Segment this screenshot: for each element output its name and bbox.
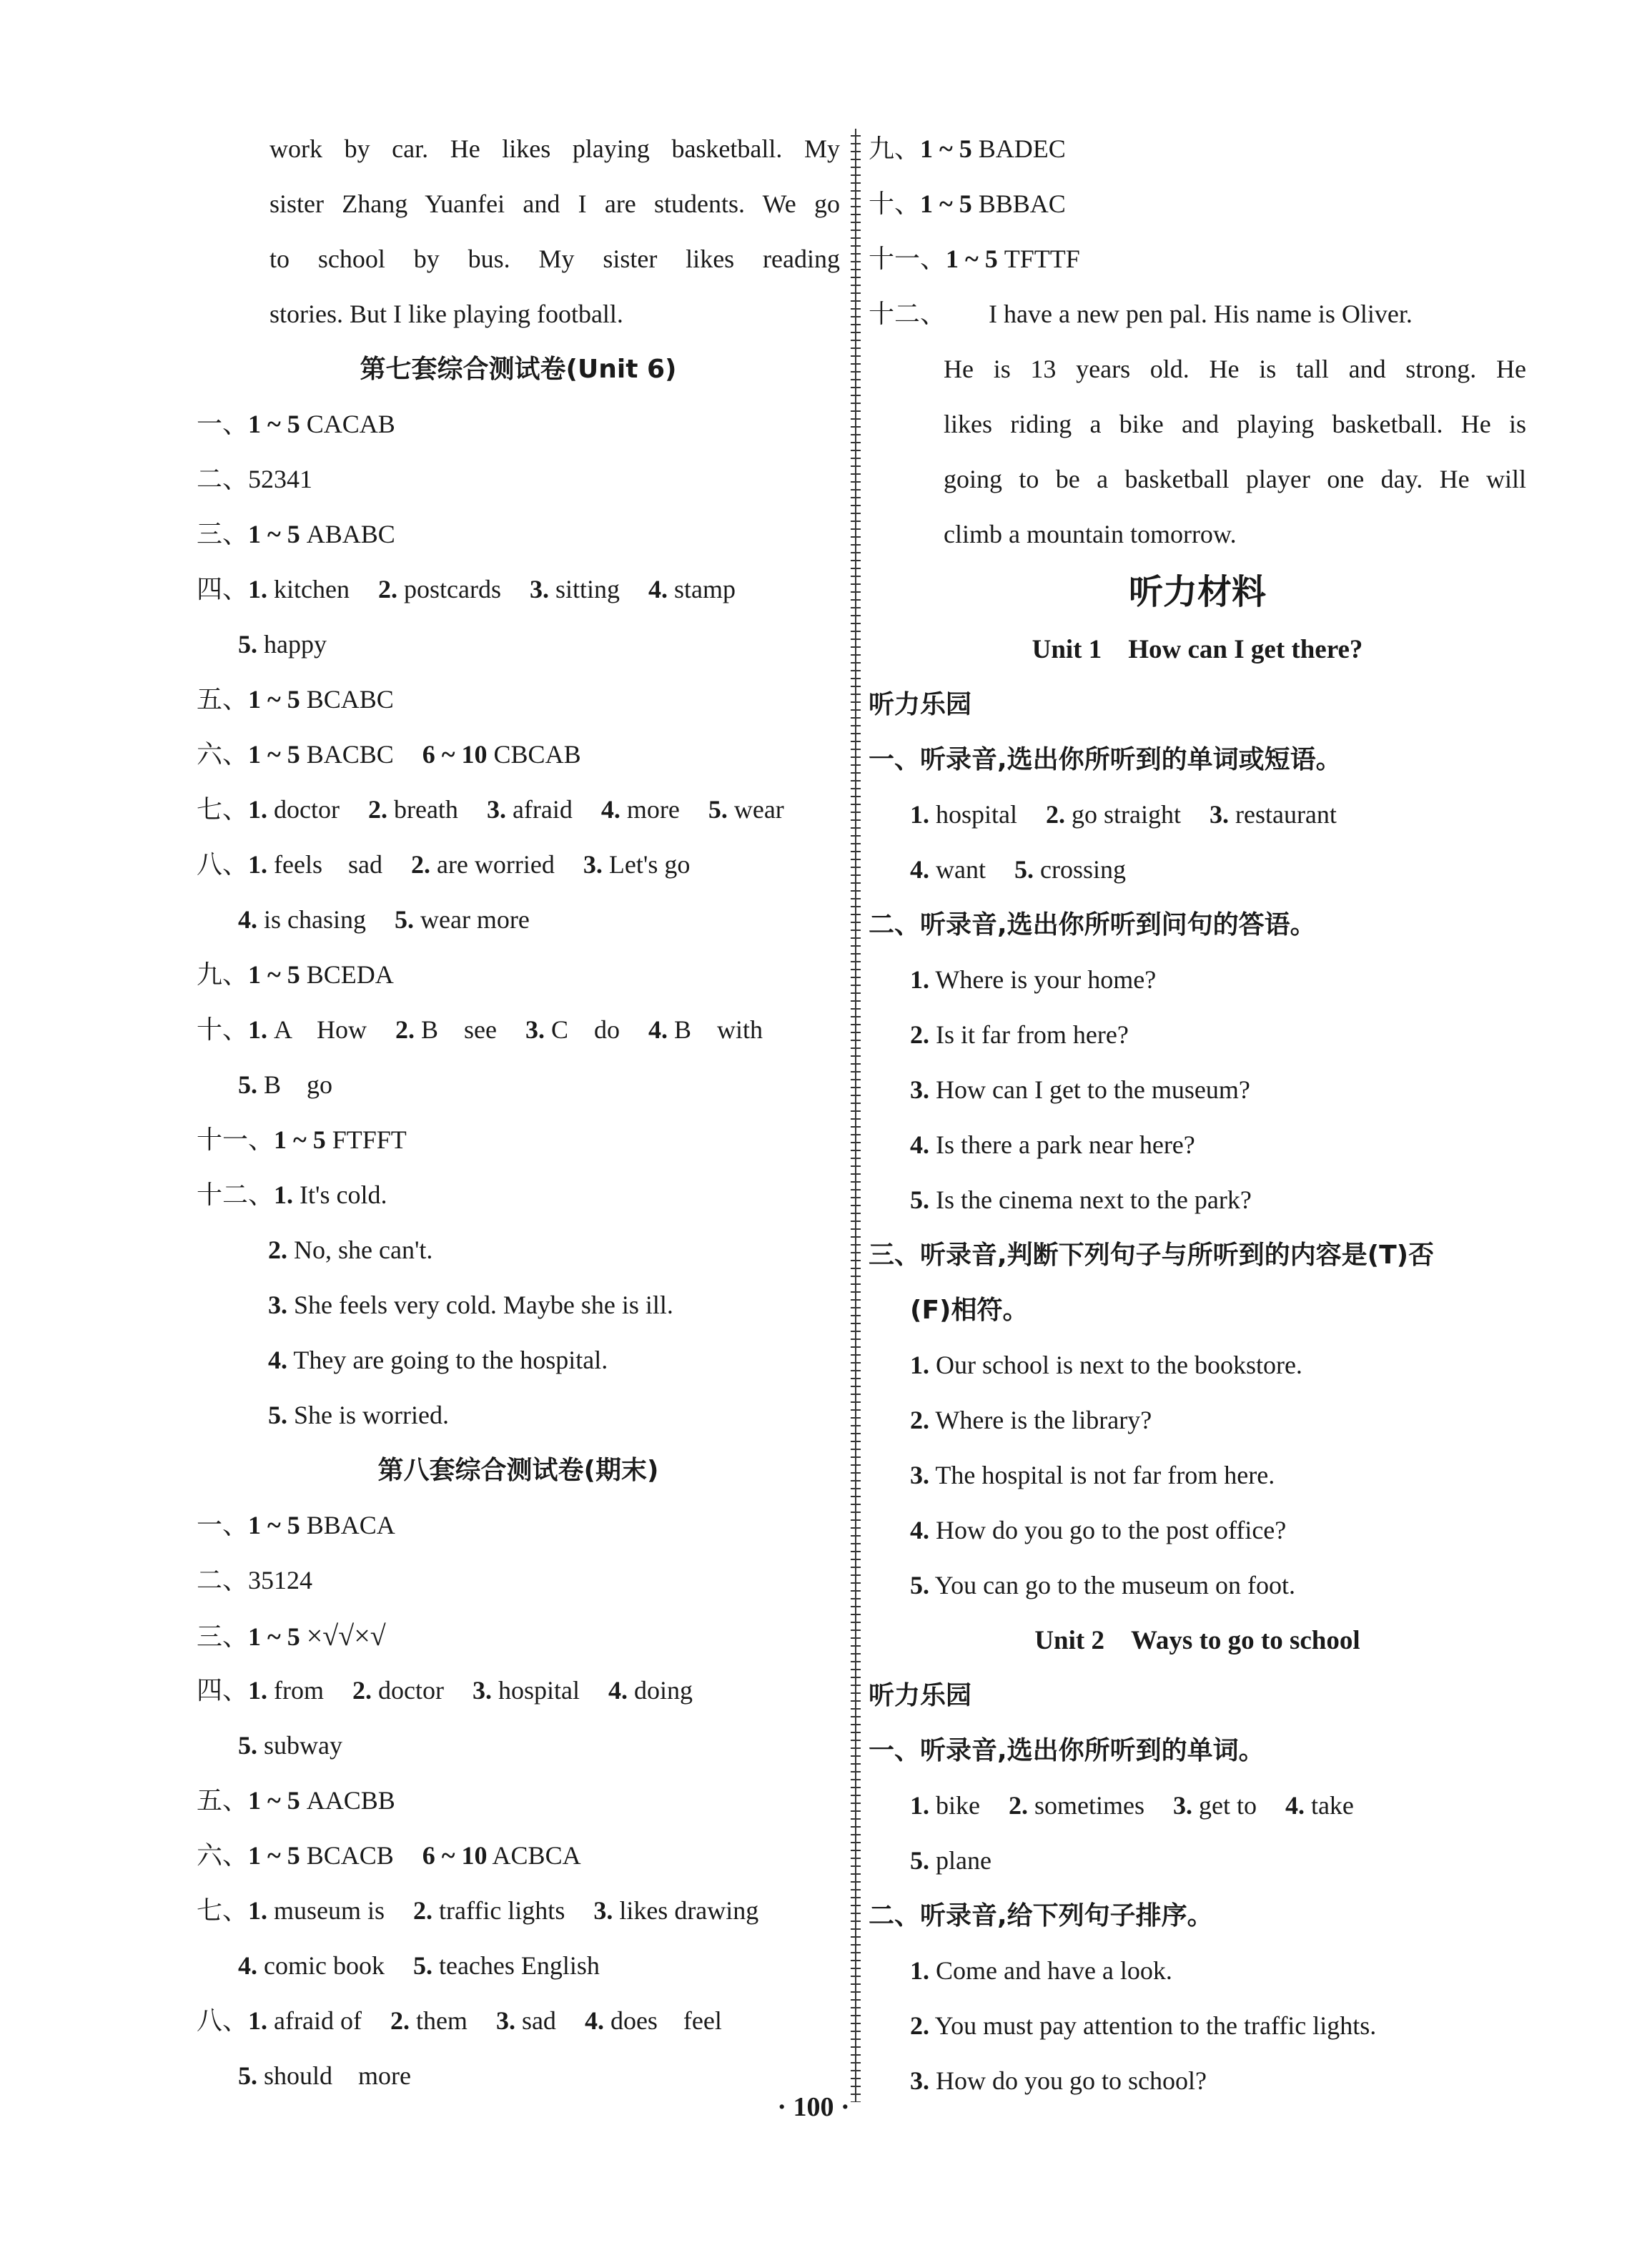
answer-line: 八、1. afraid of 2. them 3. sad 4. does feel — [197, 2006, 722, 2036]
answer-line: 九、1 ~ 5 BCEDA — [197, 960, 394, 990]
answer-line: 三、1 ~ 5 ABABC — [197, 520, 395, 549]
answer-line: 5. happy — [238, 630, 327, 659]
answer-line: 六、1 ~ 5 BACBC 6 ~ 10 CBCAB — [197, 740, 581, 769]
answer-line: 4. Is there a park near here? — [910, 1130, 1195, 1159]
answer-line: 八、1. feels sad 2. are worried 3. Let's go — [197, 850, 691, 879]
answer-line: 七、1. museum is 2. traffic lights 3. likes drawing — [197, 1896, 759, 1926]
answer-line: 二、52341 — [197, 465, 313, 494]
part-title: 三、听录音,判断下列句子与所听到的内容是(T)否 — [869, 1241, 1435, 1270]
section-label: 听力乐园 — [869, 1681, 972, 1710]
answer-line: 十一、1 ~ 5 TFTTF — [869, 245, 1080, 274]
answer-line: 3. The hospital is not far from here. — [910, 1461, 1275, 1489]
part-title: 一、听录音,选出你所听到的单词。 — [869, 1736, 1265, 1765]
answer-line: 5. subway — [238, 1731, 342, 1760]
part-title: 二、听录音,选出你所听到问句的答语。 — [869, 910, 1316, 940]
answer-line: 1. Our school is next to the bookstore. — [910, 1351, 1302, 1379]
text-line: climb a mountain tomorrow. — [944, 520, 1237, 548]
part-title: 一、听录音,选出你所听到的单词或短语。 — [869, 745, 1342, 774]
text-line: stories. But I like playing football. — [269, 300, 623, 328]
answer-line: 1. Where is your home? — [910, 965, 1157, 994]
answer-line: 3. How do you go to school? — [910, 2066, 1207, 2095]
text-line: to school by bus. My sister likes reading — [269, 245, 840, 273]
text-line: work by car. He likes playing basketball. My — [269, 134, 840, 163]
unit-title: Unit 2 Ways to go to school — [1034, 1626, 1360, 1655]
answer-line: 十、1 ~ 5 BBBAC — [869, 189, 1066, 219]
answer-line: 1. bike 2. sometimes 3. get to 4. take — [910, 1791, 1354, 1820]
answer-line: 2. No, she can't. — [268, 1236, 433, 1264]
answer-line: 七、1. doctor 2. breath 3. afraid 4. more 5. wear — [197, 795, 784, 824]
answer-line: 四、1. from 2. doctor 3. hospital 4. doing — [197, 1676, 693, 1705]
section-title: 第八套综合测试卷(期末) — [377, 1456, 659, 1485]
answer-line: 三、1 ~ 5 ×√√×√ — [197, 1619, 386, 1652]
text-line: He is 13 years old. He is tall and strong. He — [944, 355, 1526, 383]
answer-line: 2. Where is the library? — [910, 1406, 1152, 1434]
right-column — [869, 122, 1526, 2109]
answer-line: 十二、1. It's cold. — [197, 1180, 387, 1210]
answer-line: 2. Is it far from here? — [910, 1020, 1129, 1049]
unit-title: Unit 1 How can I get there? — [1032, 635, 1363, 664]
answer-line: 5. B go — [238, 1070, 333, 1099]
answer-line: 4. comic book 5. teaches English — [238, 1951, 600, 1980]
answer-line: 五、1 ~ 5 AACBB — [197, 1786, 395, 1815]
left-column — [197, 122, 840, 2104]
answer-line: 六、1 ~ 5 BCACB 6 ~ 10 ACBCA — [197, 1841, 581, 1870]
answer-line: 4. is chasing 5. wear more — [238, 905, 530, 934]
page-number: · 100 · — [777, 2092, 850, 2122]
answer-line: 九、1 ~ 5 BADEC — [869, 134, 1066, 164]
answer-line: 5. should more — [238, 2061, 411, 2090]
part-title: (F)相符。 — [910, 1296, 1029, 1325]
answer-line: 1. hospital 2. go straight 3. restaurant — [910, 800, 1337, 829]
column-divider — [851, 129, 861, 2102]
answer-line: 十二、 I have a new pen pal. His name is Oliver. — [869, 300, 1413, 329]
text-line: sister Zhang Yuanfei and I are students. We go — [269, 189, 840, 218]
answer-line: 4. How do you go to the post office? — [910, 1516, 1287, 1544]
answer-line: 四、1. kitchen 2. postcards 3. sitting 4. stamp — [197, 575, 736, 604]
answer-line: 5. Is the cinema next to the park? — [910, 1185, 1252, 1214]
answer-line: 4. They are going to the hospital. — [268, 1346, 608, 1374]
answer-line: 十一、1 ~ 5 FTFFT — [197, 1125, 407, 1155]
answer-line: 2. You must pay attention to the traffic lights. — [910, 2011, 1377, 2040]
text-line: going to be a basketball player one day. He will — [944, 465, 1526, 493]
answer-line: 3. How can I get to the museum? — [910, 1075, 1250, 1104]
section-title: 第七套综合测试卷(Unit 6) — [360, 355, 677, 384]
listening-title: 听力材料 — [1128, 572, 1266, 612]
answer-line: 1. Come and have a look. — [910, 1956, 1172, 1985]
answer-line: 一、1 ~ 5 CACAB — [197, 410, 395, 439]
answer-line: 4. want 5. crossing — [910, 855, 1126, 884]
answer-line: 3. She feels very cold. Maybe she is ill. — [268, 1291, 673, 1319]
answer-line: 5. You can go to the museum on foot. — [910, 1571, 1295, 1599]
section-label: 听力乐园 — [869, 690, 972, 719]
part-title: 二、听录音,给下列句子排序。 — [869, 1901, 1213, 1931]
text-line: likes riding a bike and playing basketball. He is — [944, 410, 1526, 438]
answer-line: 5. plane — [910, 1846, 991, 1875]
answer-line: 5. She is worried. — [268, 1401, 449, 1429]
answer-line: 一、1 ~ 5 BBACA — [197, 1511, 395, 1540]
answer-line: 五、1 ~ 5 BCABC — [197, 685, 394, 714]
answer-line: 二、35124 — [197, 1566, 313, 1595]
answer-line: 十、1. A How 2. B see 3. C do 4. B with — [197, 1015, 763, 1045]
